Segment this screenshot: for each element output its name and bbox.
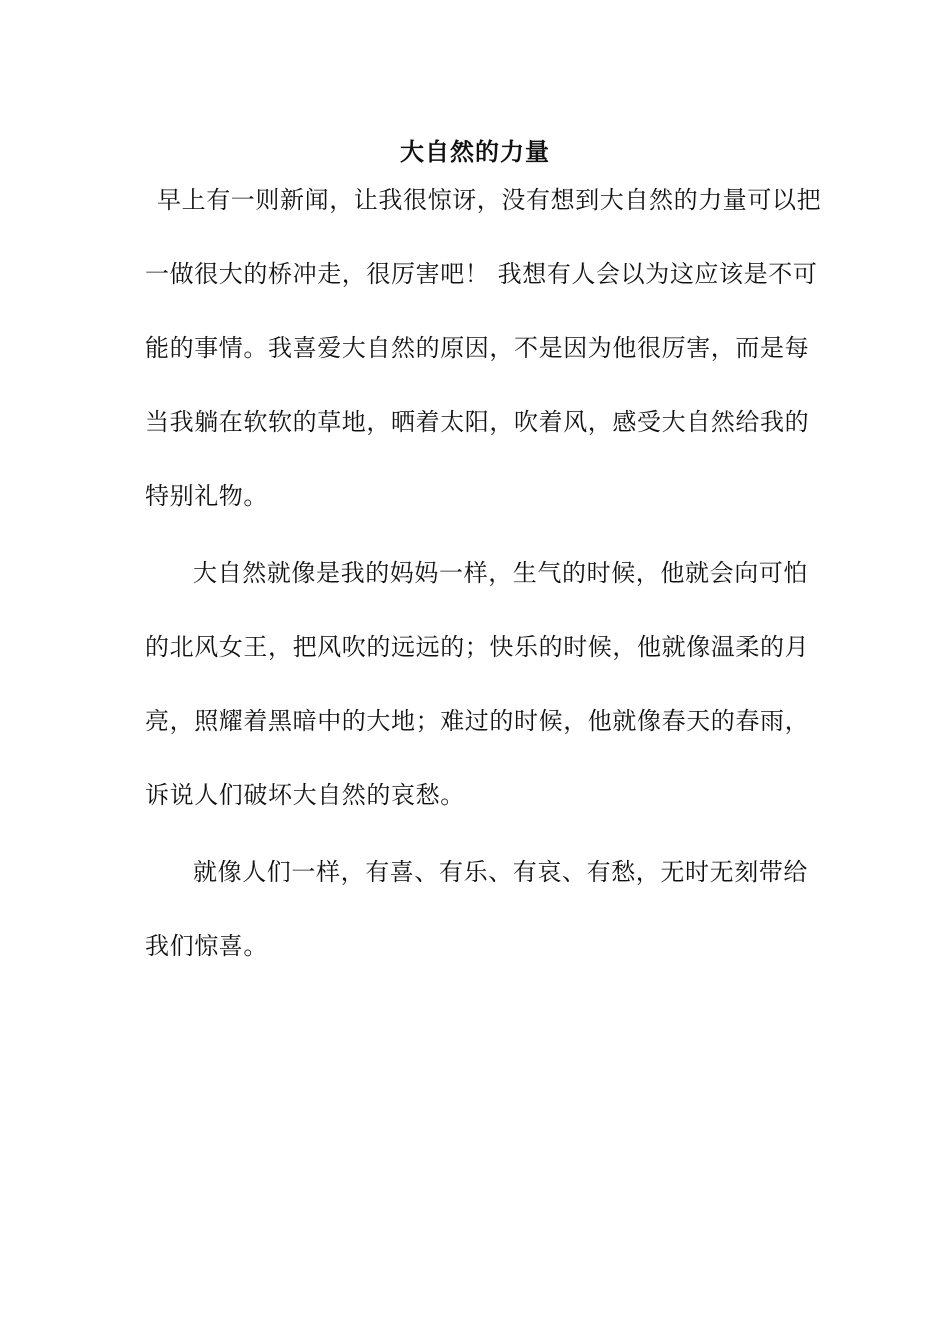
paragraph-1-line-2: 一做很大的桥冲走，很厉害吧！ 我想有人会以为这应该是不可 [145,260,818,288]
paragraph-1-line-5: 特别礼物。 [145,482,268,510]
document-title: 大自然的力量 [400,138,550,166]
paragraph-1-line-1: 早上有一则新闻，让我很惊讶，没有想到大自然的力量可以把 [157,186,822,214]
paragraph-1-line-4: 当我躺在软软的草地，晒着太阳，吹着风，感受大自然给我的 [145,408,810,436]
paragraph-1-line-3: 能的事情。我喜爱大自然的原因，不是因为他很厉害，而是每 [145,334,810,362]
paragraph-3-line-1: 就像人们一样，有喜、有乐、有哀、有愁，无时无刻带给 [193,858,808,886]
paragraph-3-line-2: 我们惊喜。 [145,932,268,960]
paragraph-2-line-1: 大自然就像是我的妈妈一样，生气的时候，他就会向可怕 [193,559,808,587]
paragraph-2-line-2: 的北风女王，把风吹的远远的；快乐的时候，他就像温柔的月 [145,633,810,661]
paragraph-2-line-4: 诉说人们破坏大自然的哀愁。 [145,781,465,809]
paragraph-2-line-3: 亮，照耀着黑暗中的大地；难过的时候，他就像春天的春雨， [145,707,810,735]
